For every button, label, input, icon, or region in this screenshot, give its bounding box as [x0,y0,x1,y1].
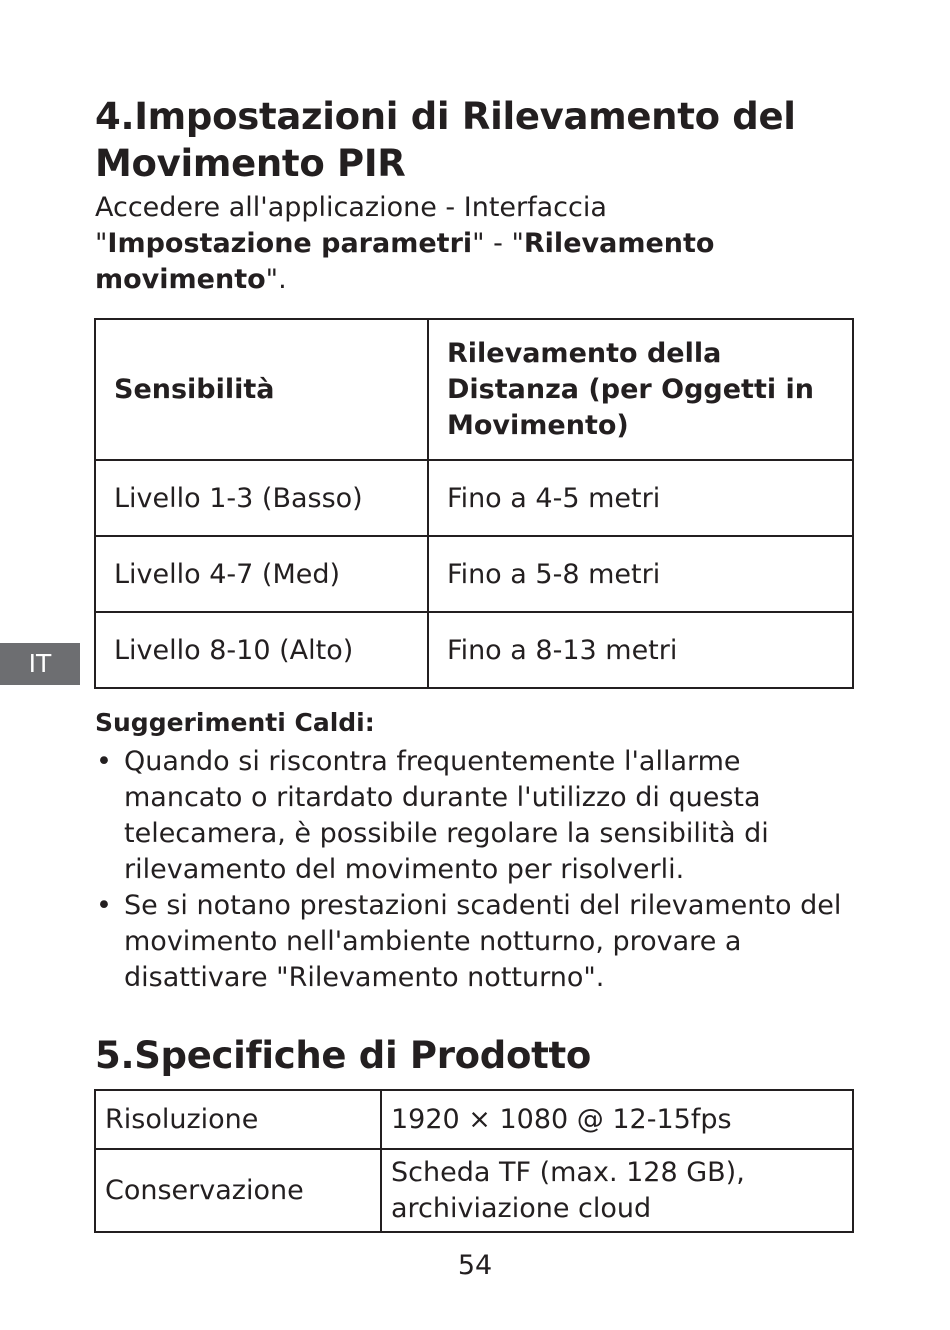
bullet-icon: • [96,890,112,921]
tips-title: Suggerimenti Caldi: [95,708,375,737]
intro-separator: " - " [472,228,524,259]
quote-mark: " [95,228,108,259]
spec-value: 1920 × 1080 @ 12-15fps [381,1090,853,1149]
product-specs-table [94,1089,854,1233]
pir-sensitivity-table [94,318,854,689]
bullet-icon: • [96,746,112,777]
spec-label: Conservazione [95,1149,381,1232]
table-row [95,1149,853,1232]
quote-close: ". [265,264,287,295]
table-cell-level: Livello 1-3 (Basso) [95,460,428,536]
table-row [95,612,853,688]
spec-value: Scheda TF (max. 128 GB), archiviazione cloud [381,1149,853,1232]
table-header-row [95,319,853,460]
section-4-intro [95,190,835,298]
table-header-distance: Rilevamento della Distanza (per Oggetti in Movimento) [428,319,853,460]
tip-text: Quando si riscontra frequentemente l'allarme mancato o ritardato durante l'utilizzo di questa telecamera, è possibile regolare la sensibilità di rilevamento del movimento per risolverli. [124,746,769,885]
tips-list [95,744,865,996]
table-cell-distance: Fino a 5-8 metri [428,536,853,612]
list-item [95,888,865,996]
page-number: 54 [457,1250,493,1281]
intro-text: Accedere all'applicazione - Interfaccia [95,192,607,223]
section-5-title: 5.Specifiche di Prodotto [95,1034,592,1077]
language-tab: IT [0,643,80,685]
intro-term-motion-detection: Rilevamento movimento [95,228,715,295]
table-cell-level: Livello 8-10 (Alto) [95,612,428,688]
section-4-title-line1: 4.Impostazioni di Rilevamento del [95,95,796,138]
section-4-title-line2: Movimento PIR [95,142,406,185]
table-cell-level: Livello 4-7 (Med) [95,536,428,612]
list-item [95,744,865,888]
table-header-sensitivity: Sensibilità [95,319,428,460]
table-row [95,1090,853,1149]
table-cell-distance: Fino a 4-5 metri [428,460,853,536]
spec-label: Risoluzione [95,1090,381,1149]
table-row [95,536,853,612]
tip-text: Se si notano prestazioni scadenti del rilevamento del movimento nell'ambiente notturno, provare a disattivare "Rilevamento notturno". [124,890,842,993]
table-cell-distance: Fino a 8-13 metri [428,612,853,688]
section-4-title [95,93,875,187]
intro-term-parameter-settings: Impostazione parametri [107,228,473,259]
table-row [95,460,853,536]
